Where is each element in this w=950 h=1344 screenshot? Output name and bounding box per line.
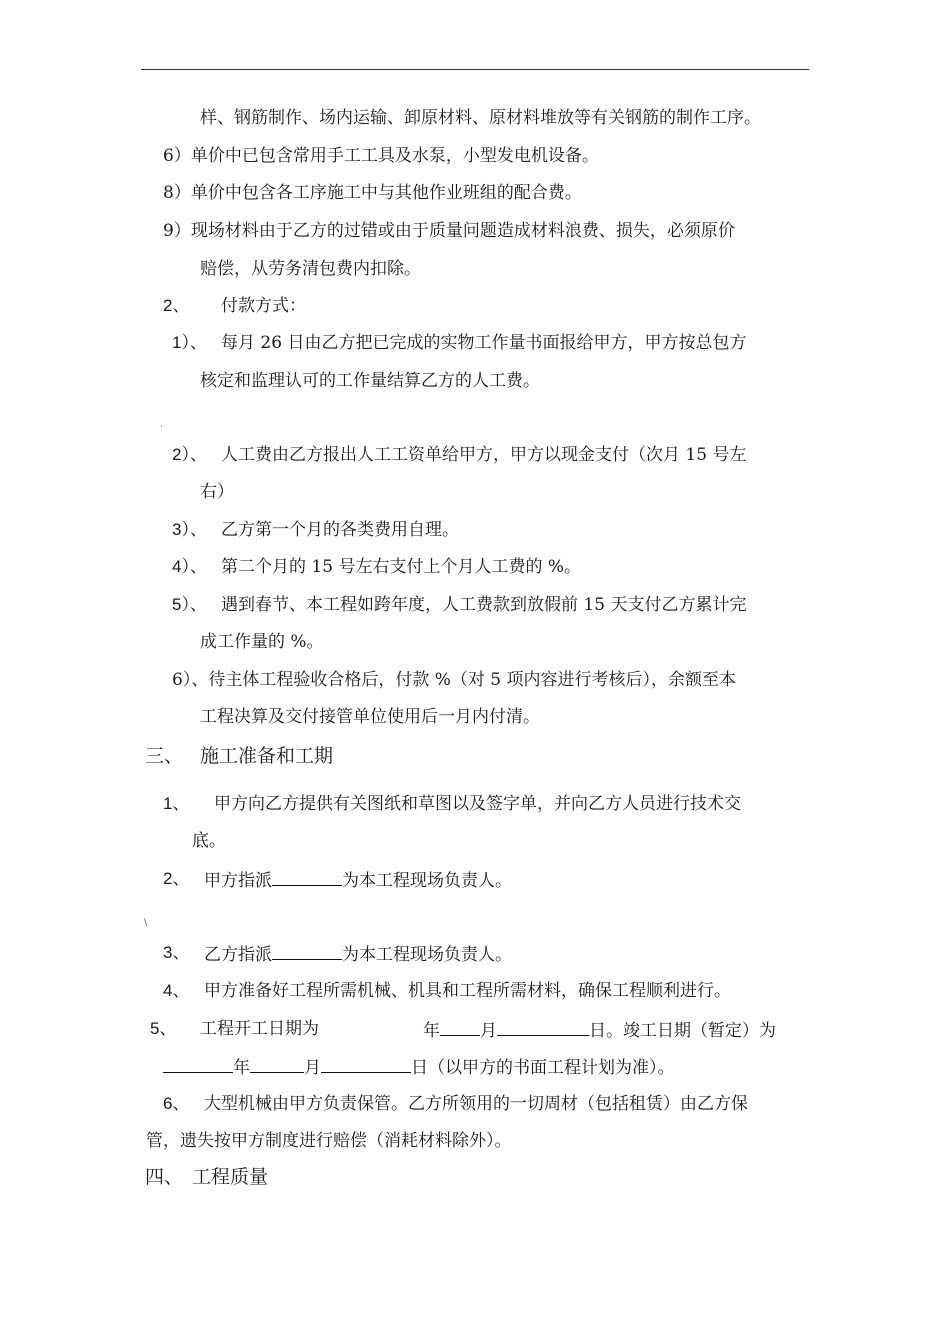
text-line: 大型机械由甲方负责保管。乙方所领用的一切周材（包括租赁）由乙方保 (204, 1094, 748, 1114)
chapter-number: 四、 (145, 1166, 184, 1188)
text-line (423, 1018, 776, 1042)
fill-blank (250, 1055, 304, 1073)
text-line: 8）单价中包含各工序施工中与其他作业班组的配合费。 (163, 183, 582, 203)
clause-text: 日。竣工日期（暂定）为 (589, 1021, 776, 1041)
item-number: 1）、 (172, 333, 207, 352)
clause-number: 4、 (163, 981, 190, 1000)
text-line (163, 1055, 675, 1079)
text-line: 管，遗失按甲方制度进行赔偿（消耗材料除外）。 (146, 1131, 512, 1151)
item-number: 2）、 (172, 445, 207, 464)
text-line: 底。 (192, 831, 226, 851)
fill-blank (440, 1018, 480, 1036)
header-rule (141, 69, 809, 70)
text-line: 右） (200, 482, 234, 502)
clause-number: 6、 (163, 1094, 190, 1113)
text-line: 第二个月的 15 号左右支付上个月人工费的 %。 (221, 557, 581, 577)
text-line: 工程开工日期为 (200, 1019, 319, 1039)
chapter-title: 施工准备和工期 (200, 745, 334, 767)
clause-text: 乙方指派 (204, 945, 272, 965)
fill-blank (272, 868, 342, 886)
clause-text: 月 (480, 1021, 497, 1041)
text-line (204, 942, 512, 966)
text-line: 工程决算及交付接管单位使用后一月内付清。 (200, 707, 540, 727)
stray-mark: \ (144, 918, 148, 928)
text-line: 6）单价中已包含常用手工工具及水泵，小型发电机设备。 (163, 146, 599, 166)
clause-text: 年 (233, 1058, 250, 1078)
item-number: 3）、 (172, 520, 207, 539)
clause-number: 1、 (163, 794, 190, 813)
text-line: 赔偿，从劳务清包费内扣除。 (200, 259, 421, 279)
section-number: 2、 (163, 296, 190, 315)
stray-mark: · (160, 422, 163, 432)
chapter-title: 工程质量 (192, 1166, 269, 1188)
text-line: 成工作量的 %。 (200, 632, 324, 652)
fill-blank (272, 942, 342, 960)
text-line: 甲方向乙方提供有关图纸和草图以及签字单，并向乙方人员进行技术交 (214, 794, 741, 814)
text-line: 乙方第一个月的各类费用自理。 (221, 520, 459, 540)
text-line: 每月 26 日由乙方把已完成的实物工作量书面报给甲方，甲方按总包方 (221, 333, 747, 353)
item-number: 5）、 (172, 595, 207, 614)
chapter-number: 三、 (145, 745, 184, 767)
text-line: 遇到春节、本工程如跨年度，人工费款到放假前 15 天支付乙方累计完 (221, 595, 747, 615)
clause-text: 年 (423, 1021, 440, 1041)
section-title: 付款方式： (221, 296, 306, 316)
text-line: 样、钢筋制作、场内运输、卸原材料、原材料堆放等有关钢筋的制作工序。 (200, 108, 761, 128)
text-line: 核定和监理认可的工作量结算乙方的人工费。 (200, 371, 540, 391)
text-line (204, 868, 512, 892)
item-number: 4）、 (172, 557, 207, 576)
fill-blank (497, 1018, 589, 1036)
fill-blank (163, 1055, 233, 1073)
clause-text: 为本工程现场负责人。 (342, 871, 512, 891)
clause-text: 日（以甲方的书面工程计划为准）。 (411, 1058, 675, 1078)
text-line: 9）现场材料由于乙方的过错或由于质量问题造成材料浪费、损失，必须原价 (163, 221, 735, 241)
clause-number: 5、 (150, 1019, 177, 1038)
clause-text: 月 (304, 1058, 321, 1078)
clause-text: 为本工程现场负责人。 (342, 945, 512, 965)
text-line: 甲方准备好工程所需机械、机具和工程所需材料，确保工程顺利进行。 (204, 981, 731, 1001)
text-line: 人工费由乙方报出人工工资单给甲方，甲方以现金支付（次月 15 号左 (221, 445, 747, 465)
clause-number: 2、 (163, 869, 190, 888)
clause-text: 甲方指派 (204, 871, 272, 891)
clause-number: 3、 (163, 943, 190, 962)
text-line: 6）、待主体工程验收合格后，付款 %（对 5 项内容进行考核后），余额至本 (172, 670, 736, 690)
fill-blank (321, 1055, 411, 1073)
